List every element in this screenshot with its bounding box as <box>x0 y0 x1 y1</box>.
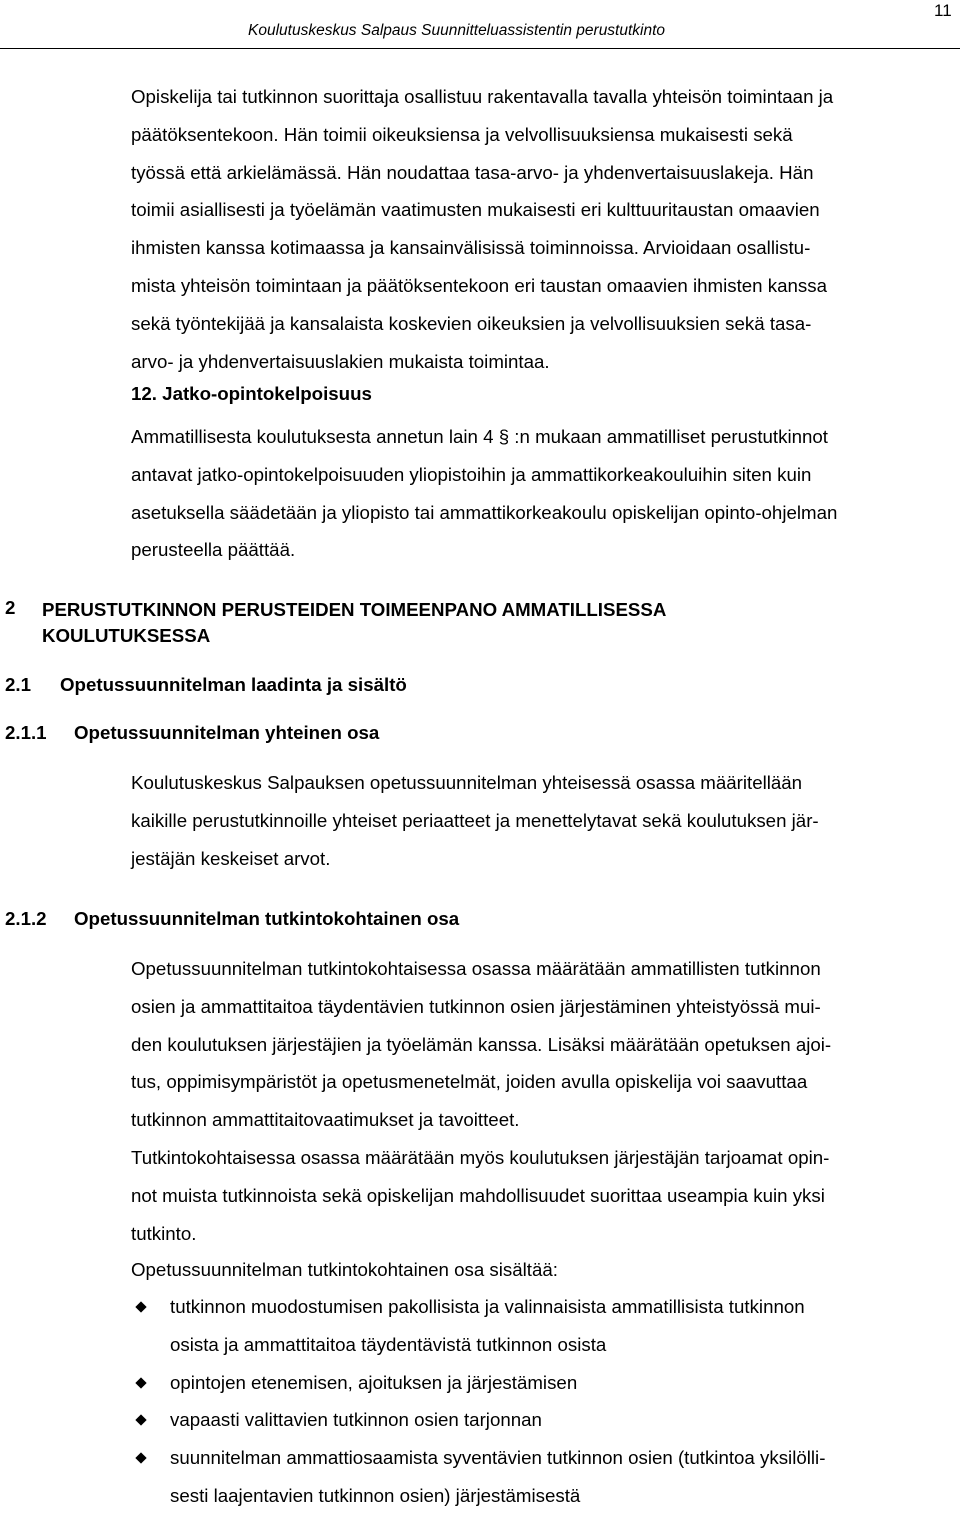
section-12-paragraph <box>131 418 957 569</box>
heading-title: Opetussuunnitelman tutkintokohtainen osa <box>74 908 460 929</box>
heading-2 <box>5 597 666 649</box>
intro-paragraph <box>131 78 957 380</box>
heading-line: PERUSTUTKINNON PERUSTEIDEN TOIMEENPANO AMMATILLISESSA <box>42 599 667 620</box>
text-line: tutkinto. <box>131 1222 197 1244</box>
heading-2-1-2 <box>5 908 460 930</box>
section-2-1-2-paragraph-b <box>131 1139 957 1252</box>
text-line: Ammatillisesta koulutuksesta annetun lain 4 § :n mukaan ammatilliset perustutkinnot <box>131 426 828 447</box>
text-line: arvo- ja yhdenvertaisuuslakien mukaista toimintaa. <box>131 350 550 372</box>
section-2-1-1-paragraph <box>131 764 957 877</box>
text-line: tutkinnon ammattitaitovaatimukset ja tavoitteet. <box>131 1109 520 1131</box>
document-title: Koulutuskeskus Salpaus Suunnitteluassistentin perustutkinto <box>248 22 666 39</box>
text-line: antavat jatko-opintokelpoisuuden yliopistoihin ja ammattikorkeakouluihin siten kuin <box>131 463 812 485</box>
text-line: ihmisten kanssa kotimaassa ja kansainvälisissä toiminnoissa. Arvioidaan osallistu- <box>131 237 811 259</box>
heading-2-1 <box>5 674 407 696</box>
heading-number: 2 <box>5 597 16 618</box>
text-line: Tutkintokohtaisessa osassa määrätään myös koulutuksen järjestäjän tarjoamat opin- <box>131 1147 830 1168</box>
text-line: osista ja ammattitaitoa täydentävistä tutkinnon osista <box>170 1333 607 1355</box>
text-line: sesti laajentavien tutkinnon osien) järjestämisestä <box>170 1484 581 1506</box>
section-2-1-2-paragraph-a <box>131 950 957 1139</box>
list-intro <box>131 1251 957 1289</box>
list-item <box>0 1288 960 1364</box>
text-line: jestäjän keskeiset arvot. <box>131 847 331 869</box>
text-line: Opetussuunnitelman tutkintokohtaisessa osassa määrätään ammatillisten tutkinnon <box>131 958 821 979</box>
heading-title: Opetussuunnitelman laadinta ja sisältö <box>60 674 407 695</box>
text-line: tutkinnon muodostumisen pakollisista ja valinnaisista ammatillisista tutkinnon <box>170 1296 805 1317</box>
text-line: osien ja ammattitaitoa täydentävien tutkinnon osien järjestäminen yhteistyössä mui- <box>131 995 821 1017</box>
text-line: päätöksentekoon. Hän toimii oikeuksiensa ja velvollisuuksiensa mukaisesti sekä <box>131 123 793 145</box>
text-line: kaikille perustutkinnoille yhteiset periaatteet ja menettelytavat sekä koulutuksen jär- <box>131 809 819 831</box>
list-item <box>0 1401 960 1439</box>
text-line: mista yhteisön toimintaan ja päätöksentekoon eri taustan omaavien ihmisten kanssa <box>131 274 827 296</box>
list-item <box>0 1364 960 1402</box>
text-line: suunnitelman ammattiosaamista syventävien tutkinnon osien (tutkintoa yksilölli- <box>170 1447 826 1469</box>
content-bullet-list <box>0 1288 960 1515</box>
text-line: opintojen etenemisen, ajoituksen ja järjestämisen <box>170 1371 578 1393</box>
text-line: sekä työntekijää ja kansalaista koskevien oikeuksien ja velvollisuuksien sekä tasa- <box>131 312 812 334</box>
text-line: Koulutuskeskus Salpauksen opetussuunnitelman yhteisessä osassa määritellään <box>131 772 803 793</box>
text-line: not muista tutkinnoista sekä opiskelijan mahdollisuudet suorittaa useampia kuin yksi <box>131 1184 825 1206</box>
page-number: 11 <box>934 1 952 20</box>
diamond-bullet-icon <box>135 1415 146 1426</box>
text-line: Opetussuunnitelman tutkintokohtainen osa sisältää: <box>131 1259 558 1280</box>
heading-number: 2.1 <box>5 674 31 695</box>
text-line: työssä että arkielämässä. Hän noudattaa tasa-arvo- ja yhdenvertaisuuslakeja. Hän <box>131 161 814 183</box>
diamond-bullet-icon <box>135 1301 146 1312</box>
heading-number: 2.1.1 <box>5 722 47 743</box>
diamond-bullet-icon <box>135 1377 146 1388</box>
page-header <box>0 0 960 48</box>
text-line: den koulutuksen järjestäjien ja työelämän kanssa. Lisäksi määrätään opetuksen ajoi- <box>131 1033 832 1055</box>
list-item <box>0 1439 960 1515</box>
heading-number: 2.1.2 <box>5 908 47 929</box>
text-line: vapaasti valittavien tutkinnon osien tarjonnan <box>170 1409 542 1431</box>
text-line: perusteella päättää. <box>131 539 296 561</box>
heading-line: KOULUTUKSESSA <box>42 625 211 646</box>
text-line: asetuksella säädetään ja yliopisto tai ammattikorkeakoulu opiskelijan opinto-ohjelman <box>131 501 838 523</box>
header-divider <box>0 48 960 49</box>
text-line: Opiskelija tai tutkinnon suorittaja osallistuu rakentavalla tavalla yhteisön toimintaan ja <box>131 86 834 107</box>
diamond-bullet-icon <box>135 1453 146 1464</box>
text-line: toimii asiallisesti ja työelämän vaatimusten mukaisesti eri kulttuuritaustan omaavien <box>131 199 820 221</box>
heading-2-1-1 <box>5 722 380 744</box>
text-line: tus, oppimisympäristöt ja opetusmenetelmät, joiden avulla opiskelija voi saavuttaa <box>131 1071 808 1093</box>
heading-title: Opetussuunnitelman yhteinen osa <box>74 722 380 743</box>
section-12-heading: 12. Jatko-opintokelpoisuus <box>131 383 372 404</box>
